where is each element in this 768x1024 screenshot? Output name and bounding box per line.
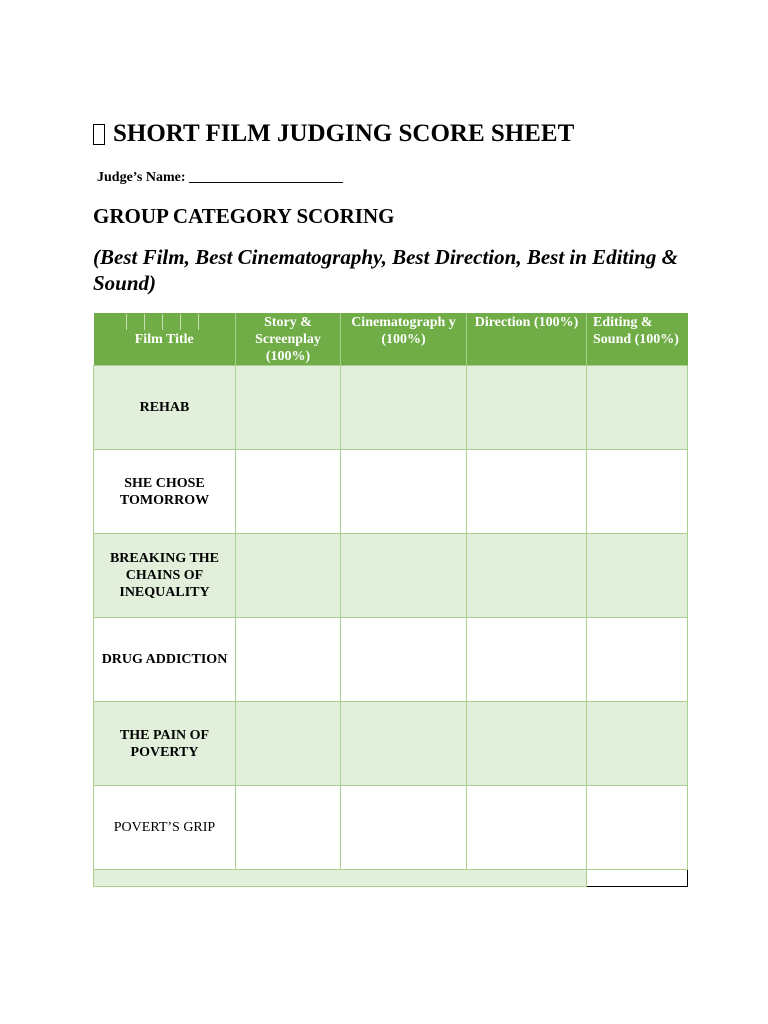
score-cell[interactable] <box>587 534 688 618</box>
footer-total-box[interactable] <box>587 870 688 887</box>
score-cell[interactable] <box>587 786 688 870</box>
table-header-row <box>94 313 688 366</box>
score-cell[interactable] <box>341 702 467 786</box>
table-row <box>94 450 688 534</box>
score-cell[interactable] <box>341 618 467 702</box>
header-direction: Direction (100%) <box>467 313 587 366</box>
score-cell[interactable] <box>467 450 587 534</box>
table-row <box>94 366 688 450</box>
judge-name-line: Judge’s Name: ______________________ <box>97 170 344 185</box>
table-row <box>94 702 688 786</box>
header-film-title: Film Title <box>94 313 236 366</box>
missing-glyph-icon <box>93 124 105 145</box>
score-cell[interactable] <box>341 786 467 870</box>
header-cinematography: Cinematograph y (100%) <box>341 313 467 366</box>
score-cell[interactable] <box>236 786 341 870</box>
film-title-cell: BREAKING THE CHAINS OF INEQUALITY <box>94 534 236 618</box>
score-cell[interactable] <box>341 450 467 534</box>
film-title-cell: DRUG ADDICTION <box>94 618 236 702</box>
table-footer-row <box>94 870 688 887</box>
footer-fill-cell <box>94 870 587 887</box>
score-cell[interactable] <box>587 450 688 534</box>
score-cell[interactable] <box>236 618 341 702</box>
score-cell[interactable] <box>341 534 467 618</box>
score-cell[interactable] <box>467 618 587 702</box>
section-title: GROUP CATEGORY SCORING <box>93 204 395 228</box>
table-row <box>94 618 688 702</box>
score-cell[interactable] <box>236 534 341 618</box>
category-subtitle: (Best Film, Best Cinematography, Best Direction, Best in Editing & Sound) <box>93 245 678 295</box>
score-cell[interactable] <box>467 702 587 786</box>
header-tick-marks <box>126 314 199 331</box>
score-cell[interactable] <box>587 618 688 702</box>
header-editing-sound: Editing & Sound (100%) <box>587 313 688 366</box>
score-cell[interactable] <box>587 366 688 450</box>
score-cell[interactable] <box>236 702 341 786</box>
table-row <box>94 786 688 870</box>
score-cell[interactable] <box>236 450 341 534</box>
score-table <box>93 313 688 887</box>
film-title-cell: POVERT’S GRIP <box>94 786 236 870</box>
score-cell[interactable] <box>467 534 587 618</box>
table-row <box>94 534 688 618</box>
score-cell[interactable] <box>341 366 467 450</box>
header-story-screenplay: Story & Screenplay (100%) <box>236 313 341 366</box>
film-title-cell: THE PAIN OF POVERTY <box>94 702 236 786</box>
score-cell[interactable] <box>236 366 341 450</box>
page-title-text: SHORT FILM JUDGING SCORE SHEET <box>113 120 575 147</box>
page-title <box>93 120 574 148</box>
film-title-cell: SHE CHOSE TOMORROW <box>94 450 236 534</box>
score-cell[interactable] <box>587 702 688 786</box>
film-title-cell: REHAB <box>94 366 236 450</box>
score-cell[interactable] <box>467 366 587 450</box>
score-cell[interactable] <box>467 786 587 870</box>
